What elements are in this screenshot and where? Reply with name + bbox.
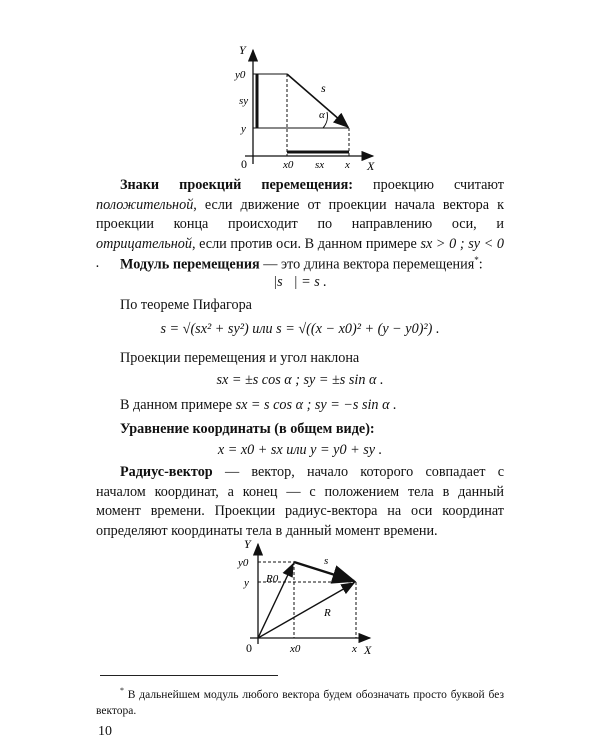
example-line: В данном примере sx = s cos α ; sy = −s sin α . — [120, 397, 397, 413]
fig2-x-axis-label: X — [364, 643, 372, 657]
fig1-x-axis-label: X — [367, 159, 375, 172]
radius-paragraph: Радиус-вектор — вектор, начало которого совпадает с началом координат, а конец — с положением тела в данный момент времени. Проекции радиус-вектора на оси координат определяют координаты тела в данный момент времени. — [96, 464, 504, 539]
fig1-angle-label: α — [319, 109, 325, 121]
displacement-vector — [287, 74, 348, 127]
fig2-y-label: y — [244, 577, 249, 589]
modulus-formula: |s⃗| = s . — [273, 274, 327, 290]
modulus-heading: Модуль перемещения — [120, 256, 260, 273]
fig1-origin: 0 — [241, 157, 247, 171]
figure-radius-vector — [230, 538, 380, 662]
example-formula: sx = s cos α ; sy = −s sin α . — [235, 397, 397, 413]
fig1-sy-label: sy — [239, 95, 249, 107]
pythagoras-formula: s = √(sx² + sy²) или s = √((x − x0)² + (y − y0)²) . — [160, 321, 440, 337]
figure-displacement-projections — [215, 40, 385, 172]
fig1-x-label: x — [345, 159, 350, 171]
coord-eq-heading: Уравнение координаты (в общем виде): — [120, 421, 375, 437]
radius-heading: Радиус-вектор — [120, 464, 213, 480]
coord-eq-formula: x = x0 + sx или y = y0 + sy . — [217, 442, 383, 458]
fig2-r-label: R — [324, 607, 331, 619]
fig2-x0-label: x0 — [290, 643, 301, 655]
modulus-paragraph: Модуль перемещения — это длина вектора перемещения*: — [120, 255, 483, 273]
signs-heading: Знаки проекций перемещения: — [120, 177, 353, 193]
fig1-x0-label: x0 — [283, 159, 294, 171]
page-number: 10 — [98, 724, 112, 739]
fig2-y0-label: y0 — [238, 557, 249, 569]
fig2-x-label: x — [352, 643, 357, 655]
fig1-y-label: y — [241, 123, 246, 135]
footnote-rule — [100, 675, 278, 676]
fig2-y-axis-label: Y — [244, 538, 251, 551]
signs-paragraph: Знаки проекций перемещения: проекцию считают положительной, если движение от проекции начала вектора к проекции конца происходит по направлению оси, и отрицательной, если против оси. В данном примере sx > 0 ; sy < 0 . — [96, 177, 505, 271]
fig2-origin: 0 — [246, 641, 252, 655]
fig2-s-label: s — [324, 555, 329, 567]
fig1-sx-label: sx — [315, 159, 325, 171]
footnote: * В дальнейшем модуль любого вектора будем обозначать просто буквой без вектора. — [96, 686, 504, 717]
projections-formula: sx = ±s cos α ; sy = ±s sin α . — [216, 372, 384, 388]
fig1-y0-label: y0 — [235, 69, 246, 81]
fig2-r0-label: R0 — [266, 573, 279, 585]
pythagoras-intro: По теореме Пифагора — [120, 297, 252, 313]
projections-intro: Проекции перемещения и угол наклона — [120, 350, 360, 366]
fig1-y-axis-label: Y — [239, 43, 246, 57]
fig1-vector-label: s — [321, 81, 326, 95]
r-vector — [258, 583, 354, 638]
